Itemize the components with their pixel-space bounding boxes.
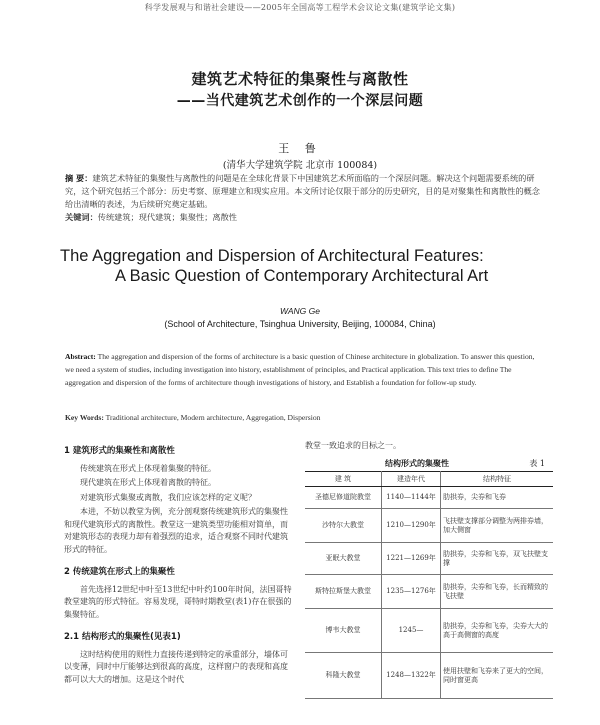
table-header-feature: 结构特征 [441, 472, 554, 487]
right-column-intro: 教堂一致追求的目标之一。 [305, 441, 401, 450]
running-header: 科学发展观与和谐社会建设——2005年全国高等工程学术会议论文集(建筑学论文集) [144, 3, 456, 12]
table-row [305, 609, 553, 653]
table-row [305, 509, 553, 543]
author-cn: 王 鲁 [278, 142, 322, 155]
cell-year: 1248—1322年 [382, 653, 441, 699]
cell-building: 亚眠大教堂 [305, 543, 382, 575]
cell-building: 博韦大教堂 [305, 609, 382, 653]
table-row [305, 487, 553, 509]
cell-building: 斯特拉斯堡大教堂 [305, 575, 382, 609]
section-1-heading: 1 建筑形式的集聚性和离散性 [64, 446, 175, 456]
abstract-en-text: The aggregation and dispersion of the forms of architecture is a basic question of Chinese architecture in globalization. To answer this question, we need a system of studies, including investigation into history, establishment of principles, and Practical application. This text tries to define The aggregation and dispersion of the forms of architecture though investigations of history, and Establish a foundation for follow-up study. [65, 352, 535, 387]
title-cn-main: 建筑艺术特征的集聚性与离散性 [191, 70, 409, 88]
keywords-en [65, 413, 545, 422]
cell-building: 科隆大教堂 [305, 653, 382, 699]
cell-building: 沙特尔大教堂 [305, 509, 382, 543]
paragraph: 传统建筑在形式上体现着集聚的特征。 [80, 463, 216, 473]
keywords-cn [65, 212, 545, 223]
table-1-number: 表 1 [529, 459, 545, 468]
affiliation-en: (School of Architecture, Tsinghua University, Beijing, 100084, China) [164, 319, 436, 329]
abstract-cn-label: 摘 要： [65, 173, 93, 183]
cell-feature: 肋拱券，尖券和飞券，长而精致的飞扶壁 [441, 575, 554, 609]
abstract-en [65, 350, 545, 389]
keywords-en-text: Traditional architecture, Modern architecture, Aggregation, Dispersion [105, 413, 321, 422]
table-header-year: 建造年代 [382, 472, 441, 487]
table-row [305, 653, 553, 699]
table-1-title: 结构形式的集聚性 [385, 458, 449, 468]
body-left-column [64, 445, 292, 688]
cell-year: 1235—1276年 [382, 575, 441, 609]
cell-year: 1221—1269年 [382, 543, 441, 575]
cell-year: 1245— [382, 609, 441, 653]
keywords-en-label: Key Words: [65, 413, 104, 422]
abstract-cn [65, 172, 545, 211]
keywords-cn-label: 关键词： [65, 212, 98, 222]
table-1 [305, 471, 553, 699]
title-en-subtitle: A Basic Question of Contemporary Architectural Art [115, 267, 489, 285]
cell-feature: 肋拱券，尖券和飞券，尖券大大的高于高侧窗的高度 [441, 609, 554, 653]
paragraph: 本进，不妨以教堂为例，充分剖观察传统建筑形式的集聚性和现代建筑形式的离散性。教堂这一建筑类型功能相对简单，而对建筑形态的表现力却有着强烈的追求，适合观察不同时代建筑形式的特征。 [64, 507, 288, 554]
table-row [305, 575, 553, 609]
cell-feature: 肋拱券，尖券和飞券，双飞扶壁支撑 [441, 543, 554, 575]
section-2-heading: 2 传统建筑在形式上的集聚性 [64, 567, 175, 577]
author-en: WANG Ge [280, 306, 320, 316]
affiliation-cn: (清华大学建筑学院 北京市 100084) [222, 160, 378, 171]
cell-year: 1210—1290年 [382, 509, 441, 543]
cell-feature: 飞扶壁支撑部分调整为两排券墙，加大侧窗 [441, 509, 554, 543]
abstract-en-label: Abstract: [65, 352, 96, 361]
table-header-building: 建 筑 [305, 472, 382, 487]
paragraph: 对建筑形式集聚或离散，我们应该怎样的定义呢？ [80, 492, 256, 502]
title-en-main: The Aggregation and Dispersion of Architectural Features: [60, 247, 484, 265]
cell-year: 1140—1144年 [382, 487, 441, 509]
paragraph: 现代建筑在形式上体现着离散的特征。 [80, 478, 216, 487]
keywords-cn-text: 传统建筑；现代建筑；集聚性；离散性 [97, 212, 237, 222]
cell-feature: 肋拱券，尖券和飞券 [441, 487, 554, 509]
paragraph: 首先选择12世纪中叶至13世纪中叶约100年时间，法国哥特教堂建筑的形式特征。容易发现，哥特时期教堂(表1)存在很强的集聚特征。 [64, 584, 292, 619]
cell-building: 圣德尼修道院教堂 [305, 487, 382, 509]
table-row [305, 543, 553, 575]
abstract-cn-text: 建筑艺术特征的集聚性与离散性的问题是在全球化背景下中国建筑艺术所面临的一个深层问题。解决这个问题需要系统的研究，这个研究包括三个部分：历史考察、原理建立和现实应用。本文所讨论仅限于部分的历史研究，目的是对聚集性和离散性的概念给出清晰的表述，为后续研究奠定基础。 [65, 173, 540, 209]
section-2-1-heading: 2.1 结构形式的集聚性(见表1) [64, 632, 181, 642]
cell-feature: 使用扶壁和飞券来了更大的空间，同时窗更高 [441, 653, 554, 699]
title-cn-subtitle: ——当代建筑艺术创作的一个深层问题 [176, 93, 424, 109]
table-header-row [305, 472, 553, 487]
paragraph: 这时结构使用的则性力直接传递到特定的承重部分，墙体可以变薄，同时中厅能够达到很高的高度，这样窗户的表现和高度都可以大大的增加。这是这个时代 [64, 649, 288, 684]
